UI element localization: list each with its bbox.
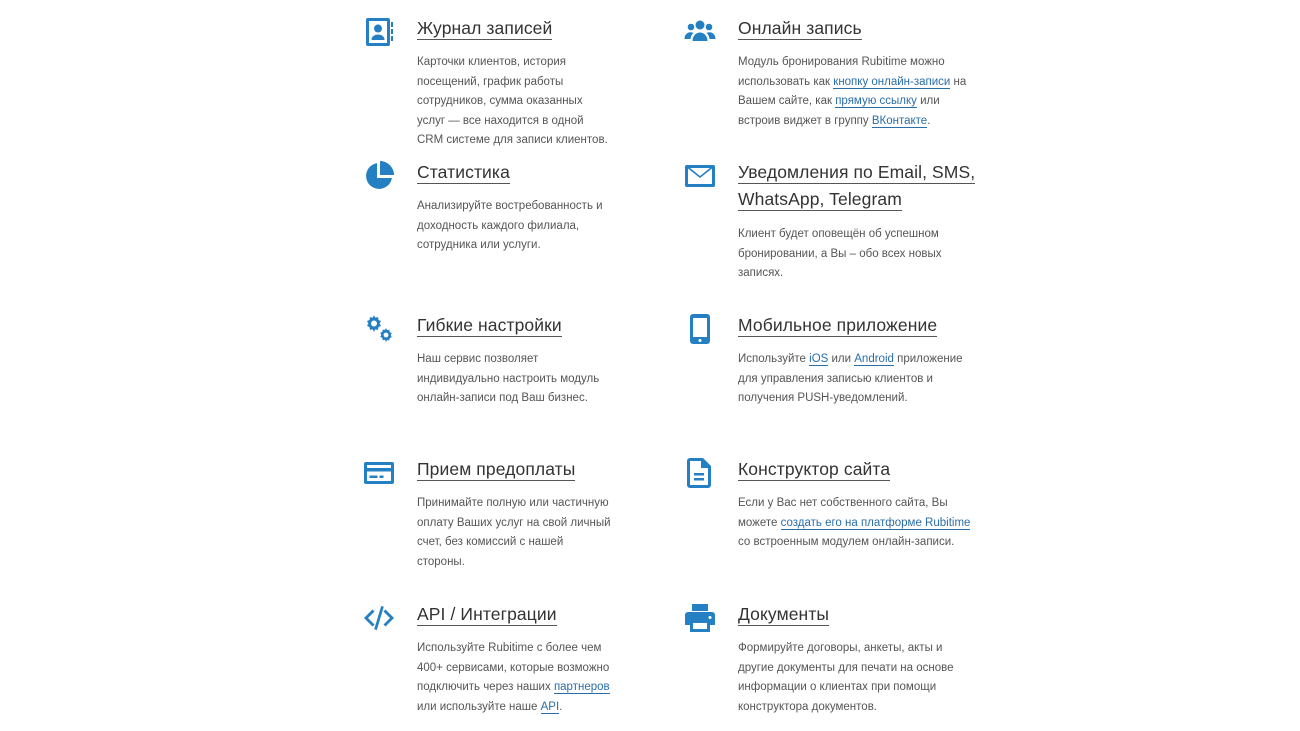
feature-description bbox=[738, 53, 973, 131]
feature-title[interactable]: Статистика bbox=[417, 162, 510, 182]
feature-description bbox=[417, 639, 612, 717]
feature-title[interactable]: Уведомления по Email, SMS, WhatsApp, Telegram bbox=[738, 162, 976, 209]
desc-text: Если у Вас нет собственного сайта, Вы можете bbox=[738, 497, 948, 529]
feature-title[interactable]: Прием предоплаты bbox=[417, 459, 576, 479]
pie-chart-icon bbox=[362, 159, 396, 193]
desc-text: . bbox=[559, 700, 563, 713]
feature-title[interactable]: Конструктор сайта bbox=[738, 459, 891, 479]
file-document-icon bbox=[683, 456, 717, 490]
feature-description bbox=[738, 350, 973, 409]
cogs-icon bbox=[362, 312, 396, 346]
feature-title[interactable]: Гибкие настройки bbox=[417, 315, 562, 335]
envelope-icon bbox=[683, 159, 717, 193]
address-book-icon bbox=[362, 15, 396, 49]
feature-description: Анализируйте востребованность и доходность каждого филиала, сотрудника или услуги. bbox=[417, 200, 603, 251]
desc-text: Используйте bbox=[738, 353, 810, 365]
desc-text: Модуль бронирования Rubitime можно использовать как bbox=[738, 56, 945, 88]
feature-title[interactable]: Документы bbox=[738, 604, 830, 624]
feature-title[interactable]: Журнал записей bbox=[417, 18, 553, 38]
printer-icon bbox=[683, 601, 717, 635]
feature-title[interactable]: Онлайн запись bbox=[738, 18, 862, 38]
feature-description: Формируйте договоры, анкеты, акты и другие документы для печати на основе информации о клиентах при помощи конструктора документов. bbox=[738, 642, 954, 713]
direct-link-link[interactable]: прямую ссылку bbox=[835, 95, 917, 107]
desc-text: Используйте Rubitime с более чем 400+ сервисами, которые возможно подключить через наших bbox=[417, 642, 610, 693]
feature-description bbox=[738, 494, 973, 553]
code-icon bbox=[362, 601, 396, 635]
partners-link[interactable]: партнеров bbox=[553, 681, 610, 693]
credit-card-icon bbox=[362, 456, 396, 490]
desc-text: или встроив виджет в группу bbox=[738, 95, 940, 127]
create-site-link[interactable]: создать его на платформе Rubitime bbox=[780, 516, 971, 529]
vkontakte-link[interactable]: ВКонтакте bbox=[871, 114, 928, 127]
android-link[interactable]: Android bbox=[854, 353, 894, 365]
api-link[interactable]: API bbox=[540, 700, 560, 713]
desc-text: со встроенным модулем онлайн-записи. bbox=[738, 536, 955, 548]
feature-description: Карточки клиентов, история посещений, график работы сотрудников, сумма оказанных услуг — все находится в одной CRM системе для записи клиентов. bbox=[417, 56, 608, 146]
feature-description: Клиент будет оповещён об успешном бронировании, а Вы – обо всех новых записях. bbox=[738, 228, 942, 279]
feature-title[interactable]: Мобильное приложение bbox=[738, 315, 938, 335]
feature-description: Принимайте полную или частичную оплату Ваших услуг на свой личный счет, без комиссий с нашей стороны. bbox=[417, 497, 611, 568]
desc-text: или bbox=[828, 353, 855, 365]
desc-text: приложение для управления записью клиентов и получения PUSH-уведомлений. bbox=[738, 353, 963, 404]
users-icon bbox=[683, 15, 717, 49]
ios-link[interactable]: iOS bbox=[809, 353, 829, 365]
mobile-phone-icon bbox=[683, 312, 717, 346]
feature-description: Наш сервис позволяет индивидуально настроить модуль онлайн-записи под Ваш бизнес. bbox=[417, 353, 600, 404]
desc-text: . bbox=[927, 114, 931, 127]
feature-title[interactable]: API / Интеграции bbox=[417, 604, 557, 624]
online-booking-button-link[interactable]: кнопку онлайн-записи bbox=[833, 75, 951, 88]
desc-text: или используйте наше bbox=[417, 700, 541, 713]
desc-text: на Вашем сайте, как bbox=[738, 75, 967, 107]
